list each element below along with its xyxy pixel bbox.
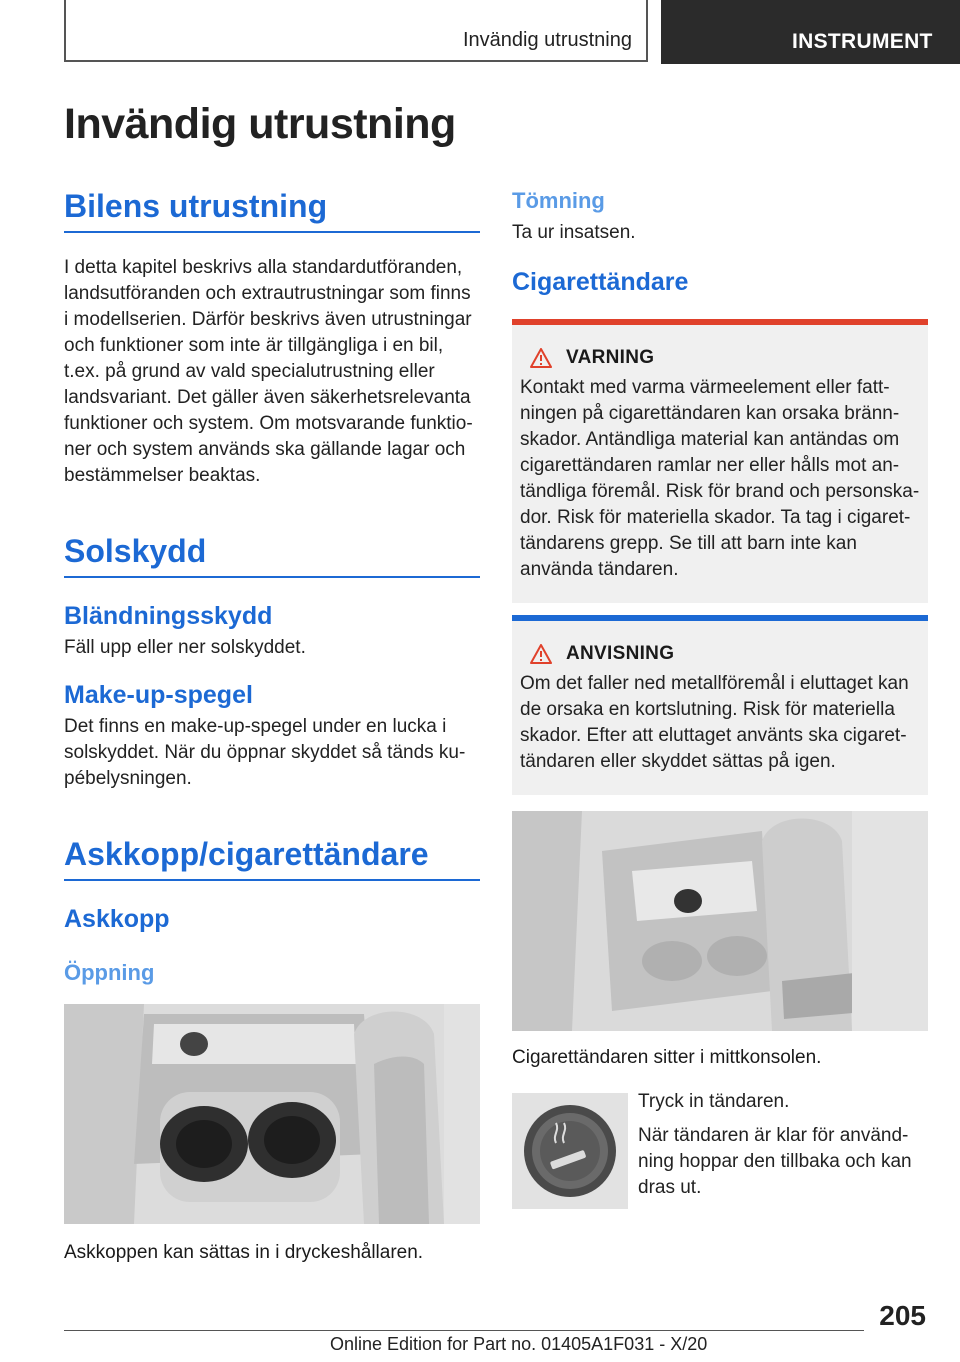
- heading-solskydd: Solskydd: [64, 533, 480, 578]
- heading-tomning: Tömning: [512, 188, 605, 213]
- warning-body: Kontakt med varma värmeelement eller fattningen på cigarettändaren kan orsaka brännskador. Antändliga material kan antändas om cigarettändaren ramlar ner eller hålls mot antändliga föremål. Risk för brand och personskador. Risk för materiella skador. Ta tag i cigarettändarens grepp. Se till att barn inte kan använda tändaren.: [520, 377, 920, 580]
- make-up-spegel-body: Det finns en make-up-spegel under en lucka i solskyddet. När du öppnar skyddet så tänds kupébelysningen.: [64, 716, 466, 789]
- heading-askkopp-cigarettandare: Askkopp/cigarettändare: [64, 836, 480, 881]
- warning-box: [512, 319, 928, 603]
- ashtray-cupholder-photo: [64, 1004, 480, 1224]
- footer-divider: [64, 1330, 864, 1331]
- heading-make-up-spegel: Make-up-spegel: [64, 681, 253, 709]
- lighter-button-icon: [512, 1093, 628, 1209]
- header-chapter-tab[interactable]: INSTRUMENT: [661, 0, 960, 64]
- notice-header: [520, 643, 920, 665]
- heading-blandningsskydd: Bländningsskydd: [64, 602, 273, 630]
- heading-oppning: Öppning: [64, 960, 155, 985]
- warning-triangle-icon: [530, 348, 552, 368]
- lighter-steps-text: [638, 1089, 928, 1201]
- tomning-body: Ta ur insatsen.: [512, 222, 636, 243]
- notice-body: Om det faller ned metallföremål i eluttaget kan de orsaka en kortslutning. Risk för materiella skador. Efter att eluttaget använts ska cigarettändaren eller skyddet sättas på igen.: [520, 673, 909, 772]
- footer-edition: Online Edition for Part no. 01405A1F031 - X/20: [330, 1334, 708, 1354]
- heading-askkopp: Askkopp: [64, 905, 170, 933]
- notice-title: ANVISNING: [566, 643, 675, 664]
- notice-triangle-icon: [530, 644, 552, 664]
- blandningsskydd-body: Fäll upp eller ner solskyddet.: [64, 637, 306, 658]
- step-press-in: Tryck in tändaren.: [638, 1091, 790, 1112]
- header-section-box: [64, 0, 648, 62]
- lighter-steps: [512, 1089, 928, 1219]
- warning-header: [520, 347, 920, 369]
- left-column: [64, 188, 480, 1266]
- lighter-image-caption: Cigarettändaren sitter i mittkonsolen.: [512, 1047, 822, 1068]
- heading-cigarettandare: Cigarettändare: [512, 268, 689, 296]
- ashtray-image-caption: Askkoppen kan sättas in i dryckeshållaren.: [64, 1242, 424, 1263]
- right-column: [512, 188, 928, 1219]
- page-number: 205: [879, 1300, 926, 1331]
- step-pop-out: När tändaren är klar för användning hoppar den tillbaka och kan dras ut.: [638, 1125, 912, 1198]
- header-section-title: Invändig utrustning: [462, 29, 632, 51]
- page-title: Invändig utrustning: [64, 100, 456, 148]
- heading-bilens-utrustning: Bilens utrustning: [64, 188, 480, 233]
- cigarette-lighter-console-photo: [512, 811, 928, 1031]
- warning-title: VARNING: [566, 347, 655, 368]
- notice-box: [512, 615, 928, 795]
- bilens-body: I detta kapitel beskrivs alla standardutföranden, landsutföranden och extrautrustningar som finns i modellserien. Därför beskrivs även utrustningar och funktioner som inte är tillgängliga i en bil, t.ex. på grund av vald specialutrustning eller landsvariant. Det gäller även säkerhetsrelevanta funktioner och system. Om motsvarande funktioner och system används ska gällande lagar och bestämmelser beaktas.: [64, 257, 473, 486]
